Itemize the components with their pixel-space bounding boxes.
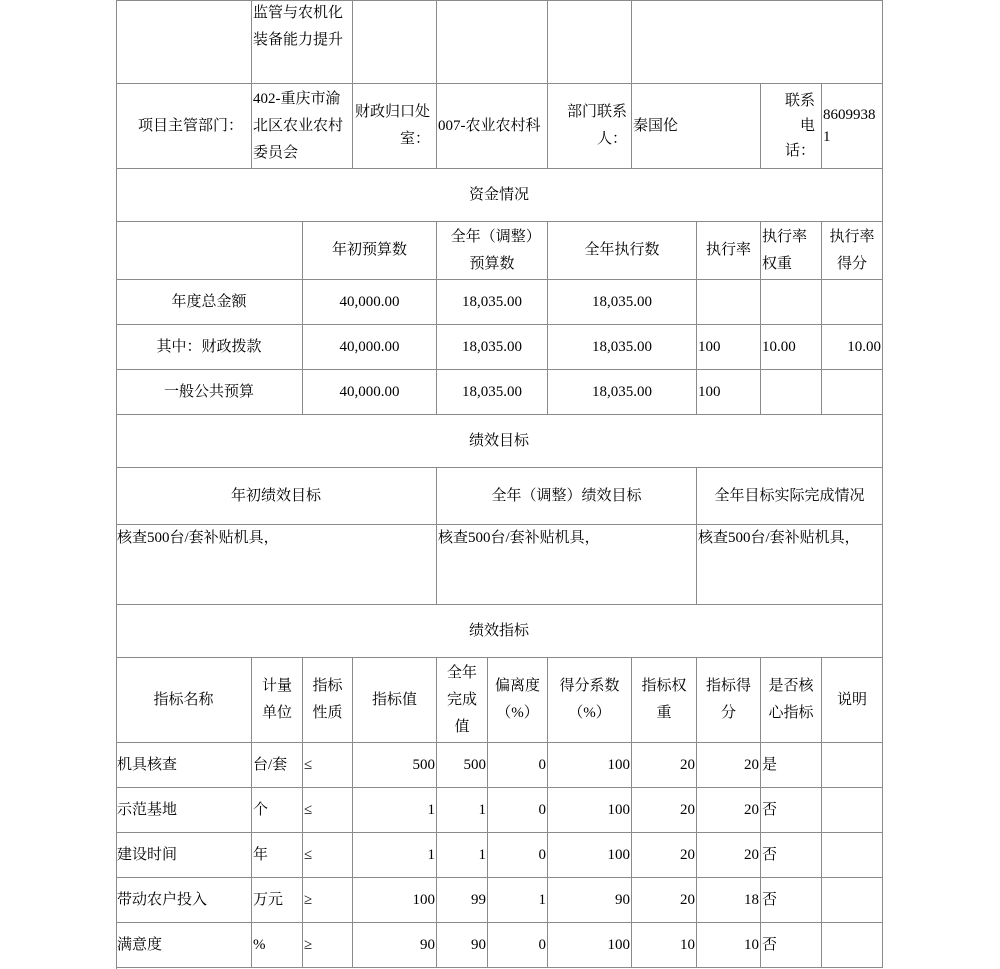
indicator-cell: 0 [488,788,548,833]
indicator-cell: ≥ [303,878,353,923]
goals-header: 年初绩效目标 [116,468,437,525]
indicator-cell: 否 [761,788,822,833]
funding-executed: 18,035.00 [548,325,697,370]
indicator-header: 得分系数（%） [548,658,632,743]
indicator-cell: 否 [761,833,822,878]
dept-label: 项目主管部门： [116,84,252,169]
indicator-cell: 500 [353,743,437,788]
project-name-cont: 监管与农机化装备能力提升 [252,0,353,84]
indicator-header: 计量单位 [252,658,303,743]
funding-header: 全年（调整）预算数 [437,222,548,280]
indicator-header: 指标权重 [632,658,697,743]
indicator-cell: ≤ [303,788,353,833]
indicator-cell: 10 [632,923,697,968]
contact-value: 秦国伦 [632,84,761,169]
indicator-cell: 机具核查 [116,743,252,788]
indicator-cell: % [252,923,303,968]
funding-weight: 10.00 [761,325,822,370]
indicator-cell: 100 [548,743,632,788]
empty-cell [353,0,437,84]
indicator-cell: 20 [697,833,761,878]
indicator-cell: ≤ [303,743,353,788]
indicator-cell [822,743,883,788]
funding-weight [761,370,822,415]
indicator-cell: 1 [488,878,548,923]
indicator-cell: 满意度 [116,923,252,968]
funding-label: 年度总金额 [116,280,303,325]
indicator-cell: 20 [632,743,697,788]
indicator-header: 偏离度（%） [488,658,548,743]
funding-score: 10.00 [822,325,883,370]
indicator-cell: 99 [437,878,488,923]
indicator-cell [822,878,883,923]
funding-title: 资金情况 [116,169,883,222]
empty-cell [548,0,632,84]
indicator-header: 指标名称 [116,658,252,743]
indicator-cell: 否 [761,878,822,923]
indicator-cell: 0 [488,923,548,968]
funding-rate [697,280,761,325]
indicators-title: 绩效指标 [116,605,883,658]
indicator-cell: 90 [548,878,632,923]
indicator-cell: 100 [548,788,632,833]
indicator-cell: 建设时间 [116,833,252,878]
indicator-cell: 100 [353,878,437,923]
funding-initial: 40,000.00 [303,325,437,370]
indicator-header: 说明 [822,658,883,743]
funding-header: 执行率 [697,222,761,280]
indicator-cell: 1 [353,788,437,833]
indicator-cell: 20 [697,788,761,833]
indicator-cell: 1 [353,833,437,878]
indicator-cell: 20 [632,788,697,833]
indicator-cell: 90 [437,923,488,968]
indicator-cell: 500 [437,743,488,788]
indicator-cell: 年 [252,833,303,878]
funding-score [822,370,883,415]
finance-value: 007-农业农村科 [437,84,548,169]
indicator-cell: 0 [488,743,548,788]
indicator-cell: 20 [632,878,697,923]
empty-cell [437,0,548,84]
funding-rate: 100 [697,370,761,415]
indicator-cell [822,923,883,968]
funding-initial: 40,000.00 [303,280,437,325]
indicator-cell: 台/套 [252,743,303,788]
funding-label: 一般公共预算 [116,370,303,415]
indicator-cell: 0 [488,833,548,878]
indicator-cell: 否 [761,923,822,968]
phone-label: 联系电话： [761,84,822,169]
funding-initial: 40,000.00 [303,370,437,415]
funding-weight [761,280,822,325]
indicator-cell: 1 [437,833,488,878]
indicator-cell: 带动农户投入 [116,878,252,923]
indicator-cell: 20 [632,833,697,878]
indicator-cell [822,788,883,833]
empty-cell [116,0,252,84]
indicator-header: 全年完成值 [437,658,488,743]
dept-value: 402-重庆市渝北区农业农村委员会 [252,84,353,169]
indicator-cell: 20 [697,743,761,788]
indicator-cell: 100 [548,923,632,968]
indicator-cell: 示范基地 [116,788,252,833]
indicator-cell: 万元 [252,878,303,923]
goal-actual: 核查500台/套补贴机具， [697,525,883,605]
indicator-cell: 1 [437,788,488,833]
indicator-header: 指标得分 [697,658,761,743]
contact-label: 部门联系人： [548,84,632,169]
indicator-cell [822,833,883,878]
indicator-header: 指标值 [353,658,437,743]
finance-label: 财政归口处室： [353,84,437,169]
funding-rate: 100 [697,325,761,370]
funding-header: 执行率权重 [761,222,822,280]
funding-adjusted: 18,035.00 [437,325,548,370]
phone-value: 86099381 [822,84,883,169]
indicator-cell: 18 [697,878,761,923]
goals-title: 绩效目标 [116,415,883,468]
empty-cell [632,0,883,84]
funding-score [822,280,883,325]
empty-cell [116,222,303,280]
goal-initial: 核查500台/套补贴机具， [116,525,437,605]
indicator-header: 指标性质 [303,658,353,743]
funding-adjusted: 18,035.00 [437,370,548,415]
funding-adjusted: 18,035.00 [437,280,548,325]
funding-executed: 18,035.00 [548,280,697,325]
indicator-cell: ≥ [303,923,353,968]
indicator-header: 是否核心指标 [761,658,822,743]
indicator-cell: 是 [761,743,822,788]
goals-header: 全年（调整）绩效目标 [437,468,697,525]
indicator-cell: ≤ [303,833,353,878]
indicator-cell: 10 [697,923,761,968]
goals-header: 全年目标实际完成情况 [697,468,883,525]
funding-header: 年初预算数 [303,222,437,280]
indicator-cell: 90 [353,923,437,968]
funding-header: 执行率得分 [822,222,883,280]
goal-adjusted: 核查500台/套补贴机具， [437,525,697,605]
indicator-cell: 100 [548,833,632,878]
funding-executed: 18,035.00 [548,370,697,415]
indicator-cell: 个 [252,788,303,833]
funding-label: 其中：财政拨款 [116,325,303,370]
funding-header: 全年执行数 [548,222,697,280]
